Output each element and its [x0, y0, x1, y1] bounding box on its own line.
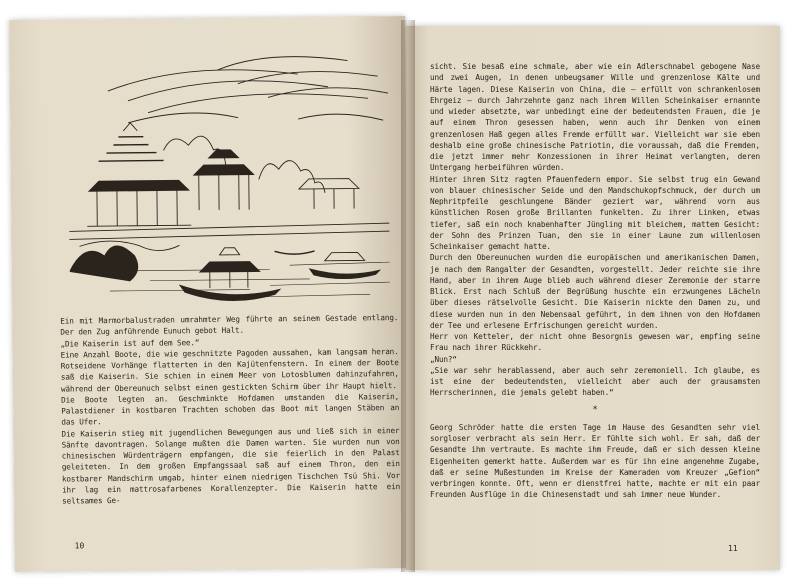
page-number-left: 10 — [74, 541, 85, 551]
paragraph: Eine Anzahl Boote, die wie geschnitzte Pagoden aussahen, kam langsam heran. Rotseidene Vorhänge flatterten in den Kajütenfenstern. In einem der Boote saß die Kaiserin. Sie schien in einem Meer von Lotosblumen dahinzufahren, während der Obereunuch selbst einen gestickten Schirm über ihr Haupt hielt. — [60, 346, 399, 394]
left-page-text — [60, 312, 400, 507]
paragraph: Georg Schröder hatte die ersten Tage im Hause des Gesandten sehr viel sorgloser verbracht als sein Herr. Er fühlte sich wohl. Er sah, daß der Gesandte ihm vertraute. Es machte ihm Freude, daß er sich dessen kleine Eigenheiten gemerkt hatte. Außerdem war es für ihn eine angenehme Zugabe, daß er seine Mußestunden im Kreise der Kameraden vom Kreuzer „Gefion“ verbringen konnte. Oft, wenn er dienstfrei hatte, machte er mit ein paar Freunden Ausflüge in die Chinesenstadt und sah immer neue Wunder. — [430, 422, 760, 500]
paragraph: Herr von Ketteler, der nicht ohne Besorgnis gewesen war, empfing seine Frau nach ihrer Rückkehr. — [430, 332, 760, 353]
paragraph: Hinter ihrem Sitz ragten Pfauenfedern empor. Sie selbst trug ein Gewand von blauer chinesischer Seide und den Mandschukopfschmuck, der durch um Nephritpfeile geschlungene Bänder geziert war, während vorn aus künstlichen Rosen große Brillanten funkelten. Zu ihrer Linken, etwas tiefer, saß ein noch knabenhafter Jüngling mit bleichem, mattem Gesicht: der Sohn des Prinzen Tuan, den sie in einer Laune zum willenlosen Scheinkaiser gemacht hatte. — [430, 174, 760, 251]
paragraph: „Die Kaiserin ist auf dem See.“ — [60, 337, 200, 349]
page-number-right: 11 — [728, 544, 738, 553]
right-page — [406, 26, 780, 570]
section-divider-star: * — [592, 404, 598, 415]
paragraph: Ein mit Marmorbalustraden umrahmter Weg führte an seinem Gestade entlang. Der den Zug anführende Eunuch gebot Halt. — [60, 313, 399, 337]
paragraph: sicht. Sie besaß eine schmale, aber wie ein Adlerschnabel gebogene Nase und zwei Augen, in denen unbeugsamer Wille und grenzenlose Kälte und Härte lagen. Diese Kaiserin von China, die — erfüllt von schrankenlosem Ehrgeiz — durch Jahrzehnte ganz nach ihrem Willen Scheinkaiser ernannte und wieder absetzte, war unbedingt eine der bedeutendsten Frauen, die je auf einem Thron gesessen haben, wenn auch ihr Denken von einem grenzenlosen Haß gegen alles Fremde erfüllt war. Vielleicht war sie eben deshalb eine große chinesische Patriotin, die voraussah, daß die Fremden, die jetzt immer mehr Konzessionen in ihrer Heimat verlangten, deren Untergang herbeiführen würden. — [430, 62, 760, 173]
right-page-text — [430, 61, 760, 501]
paragraph: Die Kaiserin stieg mit jugendlichen Bewegungen aus und ließ sich in einer Sänfte davontragen. Solange mußten die Damen warten. Sie wurden nun von chinesischen Würdenträgern empfangen, die sie feierlich in den Palast geleiteten. In dem großen Empfangssaal saß auf einem Thron, den ein kostbarer Mandschirm umgab, hinter einem niedrigen Tischchen Tsü Shi. Vor ihr lag ein mattrosafarbenes Korallenzepter. Die Kaiserin hatte ein seltsames Ge- — [61, 425, 401, 506]
left-page — [9, 16, 411, 572]
book-spine — [401, 20, 415, 572]
chinese-palace-lake-illustration-icon — [67, 38, 402, 319]
paragraph: „Nun?“ — [430, 354, 457, 364]
paragraph: Die Boote legten an. Geschminkte Hofdamen umstanden die Kaiserin, Palastdiener in kostbaren Trachten schoben das Boot mit langen Stäben an das Ufer. — [61, 391, 400, 427]
paragraph: „Sie war sehr herablassend, aber auch sehr zeremoniell. Ich glaube, es ist eine der bedeutendsten, vielleicht aber auch der grausamsten Herrscherinnen, die jemals gelebt haben.“ — [430, 365, 760, 398]
paragraph: Durch den Obereunuchen wurden die europäischen und amerikanischen Damen, je nach dem Rangalter der Gesandten, vorgestellt. Jeder reichte sie ihre Hand, aber in ihrem Auge blieb auch während dieser Zeremonie der starre Blick. Erst nach Schluß der Begrüßung huschte ein erzwungenes Lächeln über dieses rätselvolle Gesicht. Die Kaiserin nickte den Damen zu, und diese wurden nun in den Nebensaal geführt, in dem ihnen von den Hofdamen der Tee und erlesene Erfrischungen gereicht wurden. — [430, 253, 760, 330]
